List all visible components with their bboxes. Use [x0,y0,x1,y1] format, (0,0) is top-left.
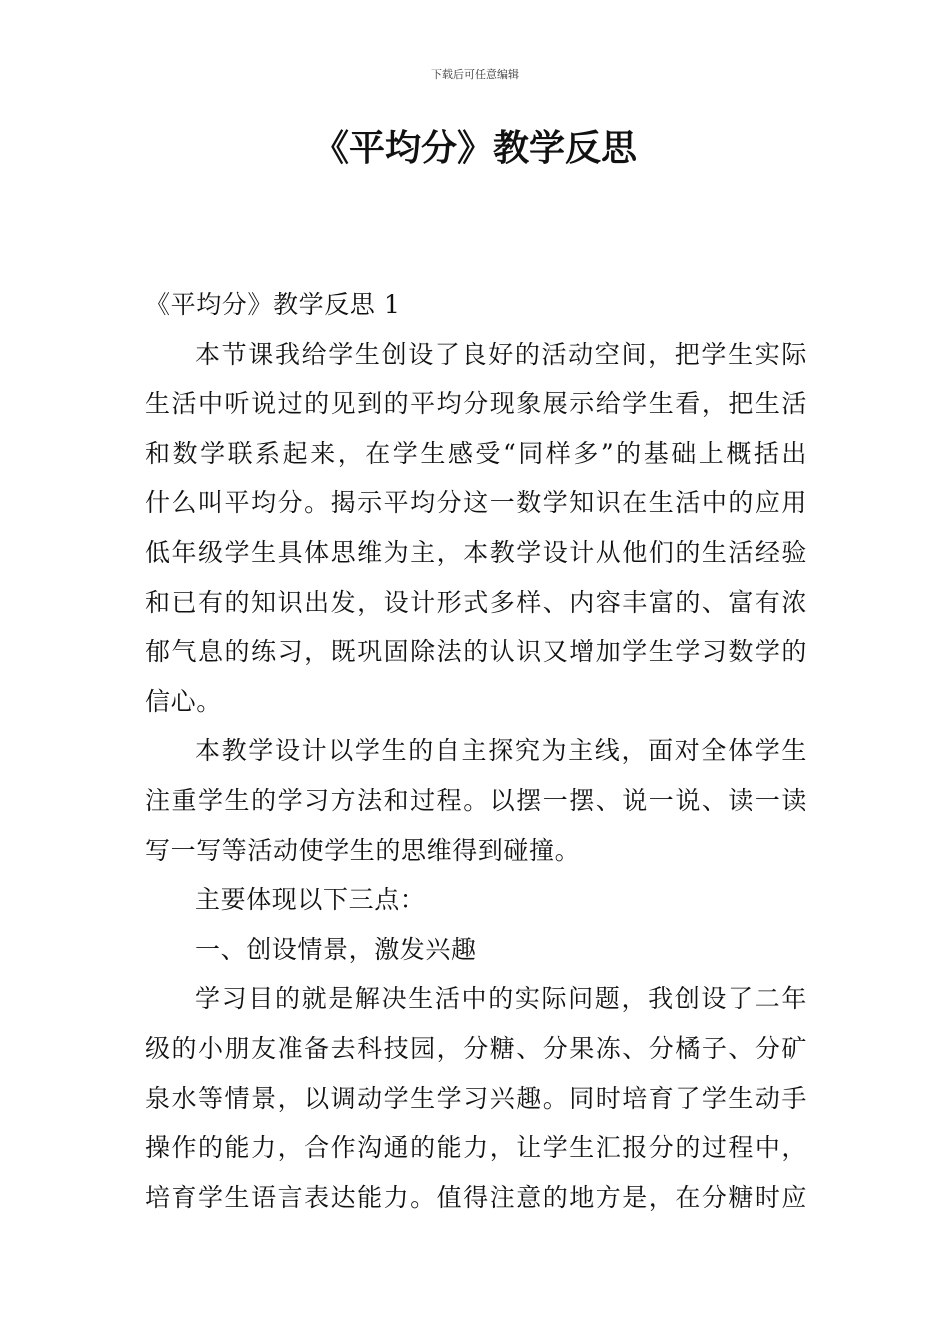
paragraph-line: 信心。 [145,686,222,716]
paragraph-line: 和已有的知识出发，设计形式多样、内容丰富的、富有浓 [145,587,807,617]
header-note: 下载后可任意编辑 [431,68,519,81]
paragraph-3: 主要体现以下三点： [195,885,426,915]
paragraph-line: 操作的能力，合作沟通的能力，让学生汇报分的过程中， [145,1133,807,1163]
paragraph-line: 郁气息的练习，既巩固除法的认识又增加学生学习数学的 [145,637,807,667]
paragraph-1 [145,330,807,727]
paragraph-line: 泉水等情景，以调动学生学习兴趣。同时培育了学生动手 [145,1083,807,1113]
paragraph-line: 级的小朋友准备去科技园，分糖、分果冻、分橘子、分矿 [145,1033,807,1063]
paragraph-line: 生活中听说过的见到的平均分现象展示给学生看，把生活 [145,389,807,419]
section-subtitle: 《平均分》教学反思 1 [145,290,401,319]
document-title: 《平均分》教学反思 [312,128,637,169]
paragraph-line: 本节课我给学生创设了良好的活动空间，把学生实际 [195,339,807,369]
paragraph-line: 培育学生语言表达能力。值得注意的地方是，在分糖时应 [145,1182,807,1212]
paragraph-line: 学习目的就是解决生活中的实际问题，我创设了二年 [195,984,807,1014]
paragraph-line: 低年级学生具体思维为主，本教学设计从他们的生活经验 [145,537,807,567]
paragraph-line: 和数学联系起来，在学生感受“同样多”的基础上概括出 [145,438,807,468]
paragraph-line: 注重学生的学习方法和过程。以摆一摆、说一说、读一读 [145,785,807,815]
paragraph-2 [145,726,807,875]
paragraph-line: 本教学设计以学生的自主探究为主线，面对全体学生 [195,736,807,766]
paragraph-4 [145,974,807,1222]
paragraph-line: 写一写等活动使学生的思维得到碰撞。 [145,835,581,865]
paragraph-line: 什么叫平均分。揭示平均分这一数学知识在生活中的应用 [145,488,807,518]
document-body [145,280,807,1222]
section-heading-1: 一、创设情景，激发兴趣 [195,934,477,964]
